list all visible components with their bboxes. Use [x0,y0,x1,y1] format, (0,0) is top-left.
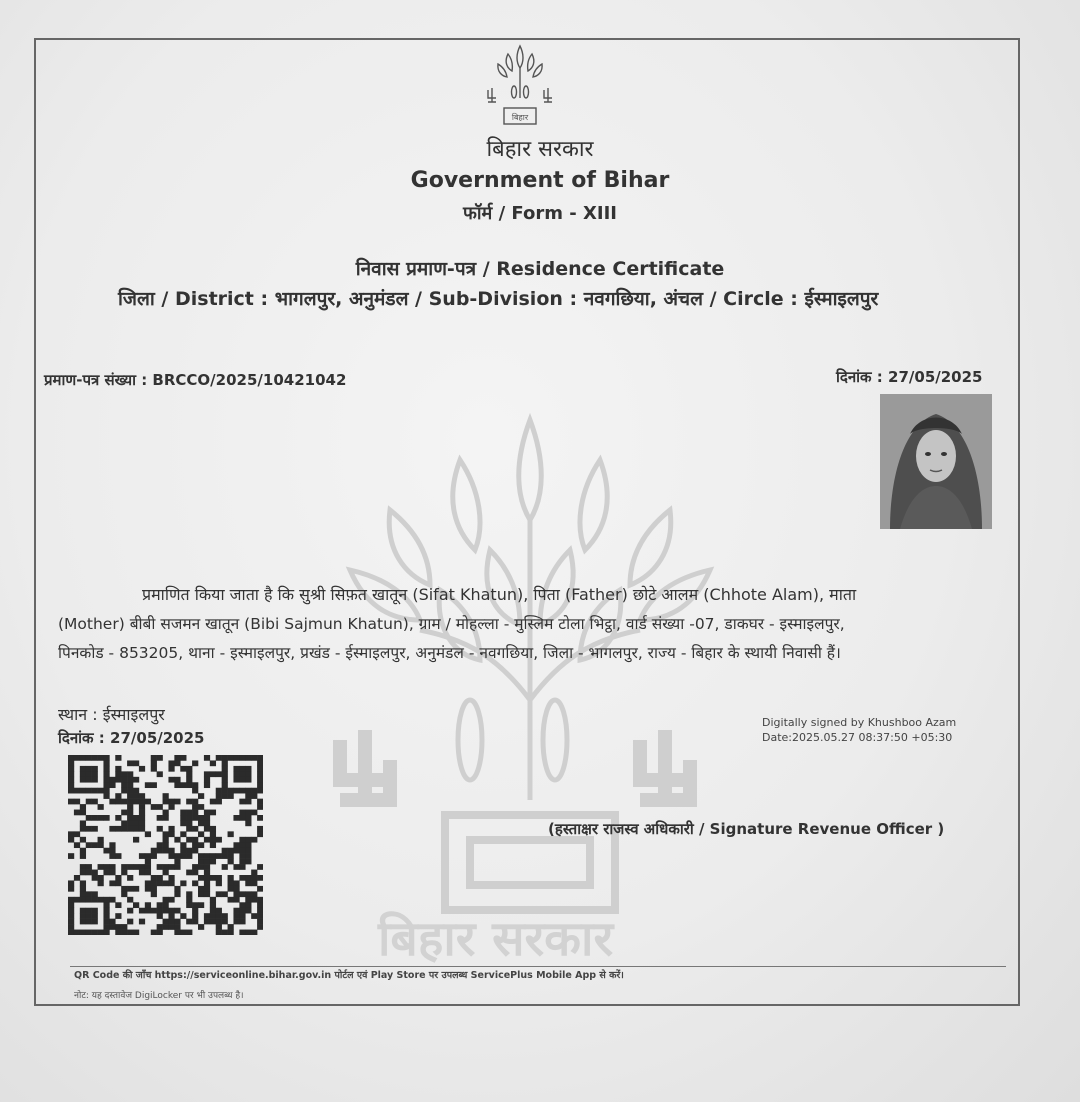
gov-hindi-title: बिहार सरकार [486,137,594,162]
svg-text:बिहार: बिहार [511,113,529,122]
qr-verification-note: QR Code की जाँच https://serviceonline.bihar.gov.in पोर्टल एवं Play Store पर उपलब्ध ServicePlus Mobile App से करें। [74,970,624,981]
certificate-number: प्रमाण-पत्र संख्या : BRCCO/2025/10421042 [44,371,347,389]
gov-english-title: Government of Bihar [410,168,670,193]
issue-date-top: दिनांक : 27/05/2025 [836,368,983,386]
digital-signature-name: Digitally signed by Khushboo Azam [762,716,957,729]
place: स्थान : ईस्माइलपुर [58,705,165,724]
digital-signature-date: Date:2025.05.27 08:37:50 +05:30 [762,731,953,744]
bihar-emblem-icon [480,40,560,128]
digilocker-note: नोट: यह दस्तावेज DigiLocker पर भी उपलब्ध है। [74,991,244,1001]
certificate-body-line-3: पिनकोड - 853205, थाना - इस्माइलपुर, प्रखंड - ईस्माइलपुर, अनुमंडल - नवगछिया, जिला - भागलपुर, राज्य - बिहार के स्थायी निवासी हैं। [58,644,841,662]
certificate-body-line-1: प्रमाणित किया जाता है कि सुश्री सिफ़त खातून (Sifat Khatun), पिता (Father) छोटे आलम (Chhote Alam), माता [142,585,857,604]
issue-date-bottom: दिनांक : 27/05/2025 [58,729,205,747]
applicant-photo [880,394,992,529]
watermark-text: बिहार सरकार [378,911,614,967]
signature-label: (हस्ताक्षर राजस्व अधिकारी / Signature Revenue Officer ) [548,820,945,838]
certificate-body-line-2: (Mother) बीबी सजमन खातून (Bibi Sajmun Khatun), ग्राम / मोहल्ला - मुस्लिम टोला भिट्ठा, वार्ड संख्या -07, डाकघर - इस्माइलपुर, [58,615,845,633]
certificate-title: निवास प्रमाण-पत्र / Residence Certificate [355,258,725,280]
form-number: फॉर्म / Form - XIII [463,203,617,224]
qr-code[interactable] [68,755,263,935]
district-line: जिला / District : भागलपुर, अनुमंडल / Sub-Division : नवगछिया, अंचल / Circle : ईस्माइलपुर [118,288,879,310]
